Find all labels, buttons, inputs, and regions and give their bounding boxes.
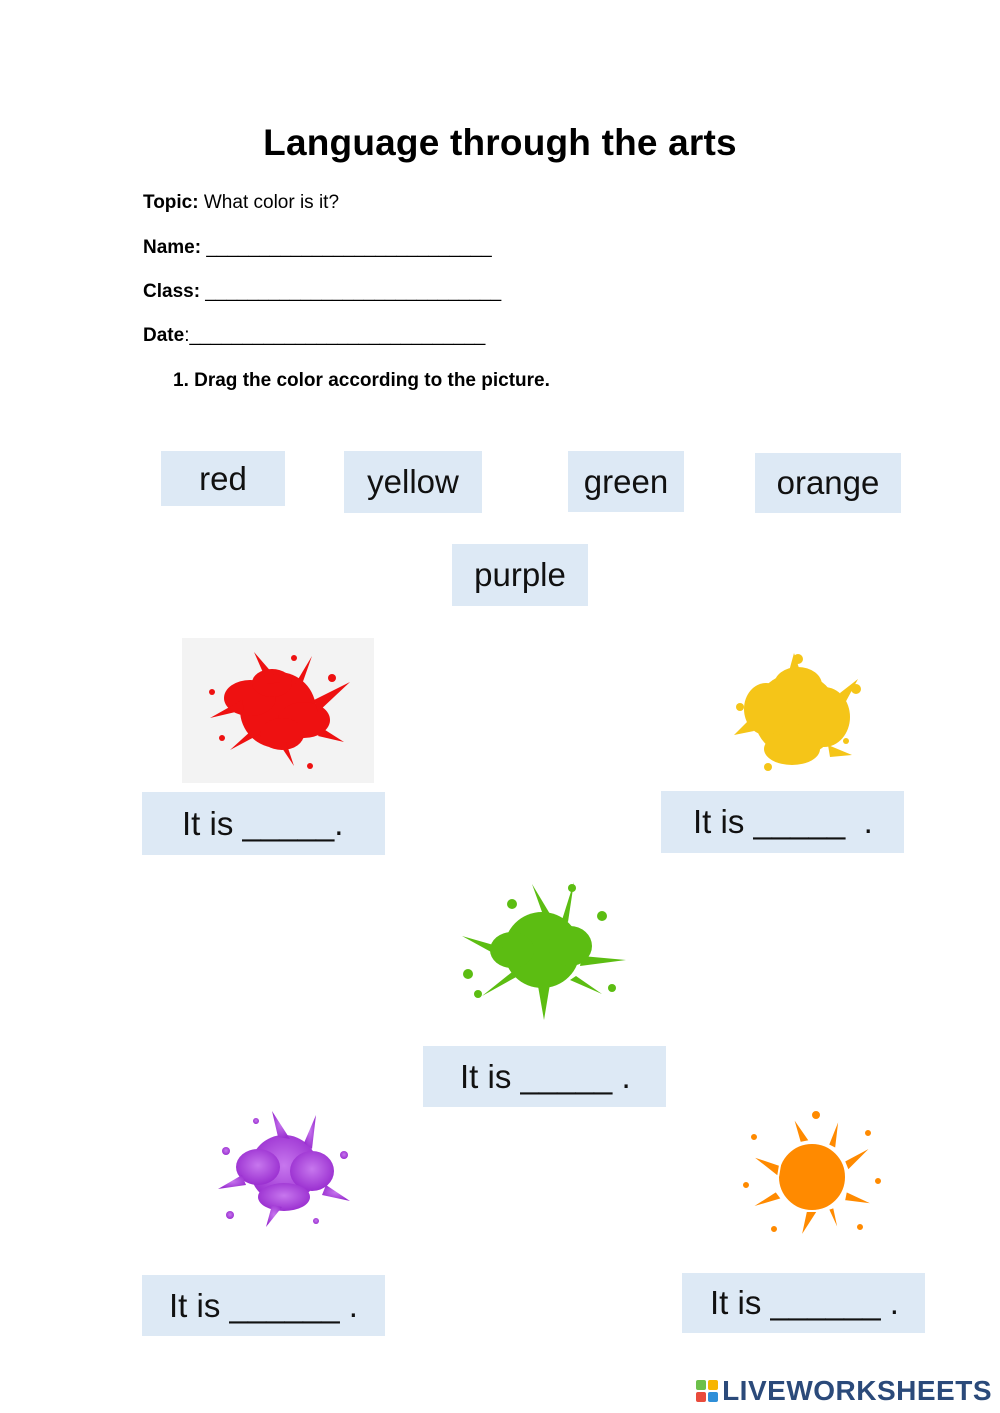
name-label: Name: [143,237,202,258]
date-line[interactable]: :____________________________ [184,325,486,346]
purple-splat-image [212,1105,357,1230]
answer-box-green[interactable]: It is _____ . [423,1046,666,1107]
topic-field [143,192,339,214]
logo-square-yellow [708,1380,718,1390]
answer-box-yellow[interactable]: It is _____ . [661,791,904,853]
class-field[interactable] [143,281,501,303]
logo-square-green [696,1380,706,1390]
topic-value: What color is it? [198,192,340,213]
answer-box-purple[interactable]: It is ______ . [142,1275,385,1336]
green-splat-image [452,876,632,1026]
liveworksheets-logo-icon [696,1380,718,1402]
word-tile-red[interactable]: red [161,451,285,506]
red-splat-icon [182,638,374,783]
liveworksheets-logo-text: LIVEWORKSHEETS [722,1375,992,1406]
topic-label: Topic: [143,192,199,213]
liveworksheets-logo [696,1375,992,1407]
yellow-splat-icon [728,645,868,780]
page-title: Language through the arts [263,122,737,163]
class-line[interactable]: ____________________________ [200,281,502,302]
date-label: Date [143,325,185,346]
logo-square-red [696,1392,706,1402]
word-tile-green[interactable]: green [568,451,684,512]
word-tile-yellow[interactable]: yellow [344,451,482,513]
answer-box-orange[interactable]: It is ______ . [682,1273,925,1333]
answer-box-red[interactable]: It is _____. [142,792,385,855]
logo-square-blue [708,1392,718,1402]
instruction: 1. Drag the color according to the picture. [173,370,550,391]
green-splat-icon [452,876,632,1026]
name-field[interactable] [143,237,492,259]
word-tile-purple[interactable]: purple [452,544,588,606]
red-splat-image [182,638,374,783]
word-tile-orange[interactable]: orange [755,453,901,513]
yellow-splat-image [728,645,868,780]
date-field[interactable] [143,325,485,347]
orange-splat-image [740,1105,885,1245]
name-line[interactable]: ___________________________ [201,237,492,258]
orange-splat-icon [740,1105,885,1245]
class-label: Class: [143,281,201,302]
purple-splat-icon [212,1105,357,1230]
